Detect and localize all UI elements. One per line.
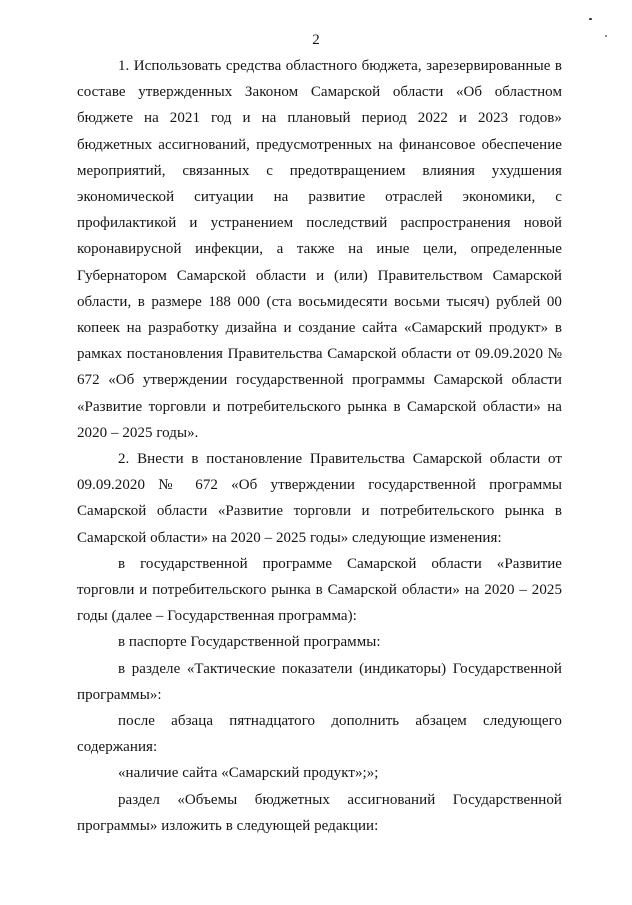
page-number: 2 (312, 32, 320, 48)
paragraph-5: в разделе «Тактические показатели (индикаторы) Государственной программы»: (77, 660, 562, 703)
paragraph-7: «наличие сайта «Самарский продукт»;»; (118, 765, 379, 782)
paragraph-2: 2. Внести в постановление Правительства Самарской области от 09.09.2020 № 672 «Об утверждении государственной программы Самарской области «Развитие торговли и потребительского рынка в Самарской области» на 2020 – 2025 годы» следующие изменения: (77, 451, 562, 546)
paragraph-4: в паспорте Государственной программы: (118, 634, 381, 651)
document-body (77, 53, 562, 839)
paragraph-3: в государственной программе Самарской области «Развитие торговли и потребительского рынка в Самарской области» на 2020 – 2025 годы (далее – Государственная программа): (77, 555, 562, 625)
paragraph-8: раздел «Объемы бюджетных ассигнований Государственной программы» изложить в следующей редакции: (77, 791, 562, 834)
paragraph-1: 1. Использовать средства областного бюджета, зарезервированные в составе утвержденных Законом Самарской области «Об областном бюджете на 2021 год и на плановый период 2022 и 2023 годов» бюджетных ассигнований, предусмотренных на финансовое обеспечение мероприятий, связанных с предотвращением влияния ухудшения экономической ситуации на развитие отраслей экономики, с профилактикой и устранением последствий распространения новой коронавирусной инфекции, а также на иные цели, определенные Губернатором Самарской области и (или) Правительством Самарской области, в размере 188 000 (ста восьмидесяти восьми тысяч) рублей 00 копеек на разработку дизайна и создание сайта «Самарский продукт» в рамках постановления Правительства Самарской области от 09.09.2020 № 672 «Об утверждении государственной программы Самарской области «Развитие торговли и потребительского рынка в Самарской области» на 2020 – 2025 годы». (77, 58, 562, 441)
scan-speck (589, 18, 592, 20)
paragraph-6: после абзаца пятнадцатого дополнить абзацем следующего содержания: (77, 713, 562, 756)
